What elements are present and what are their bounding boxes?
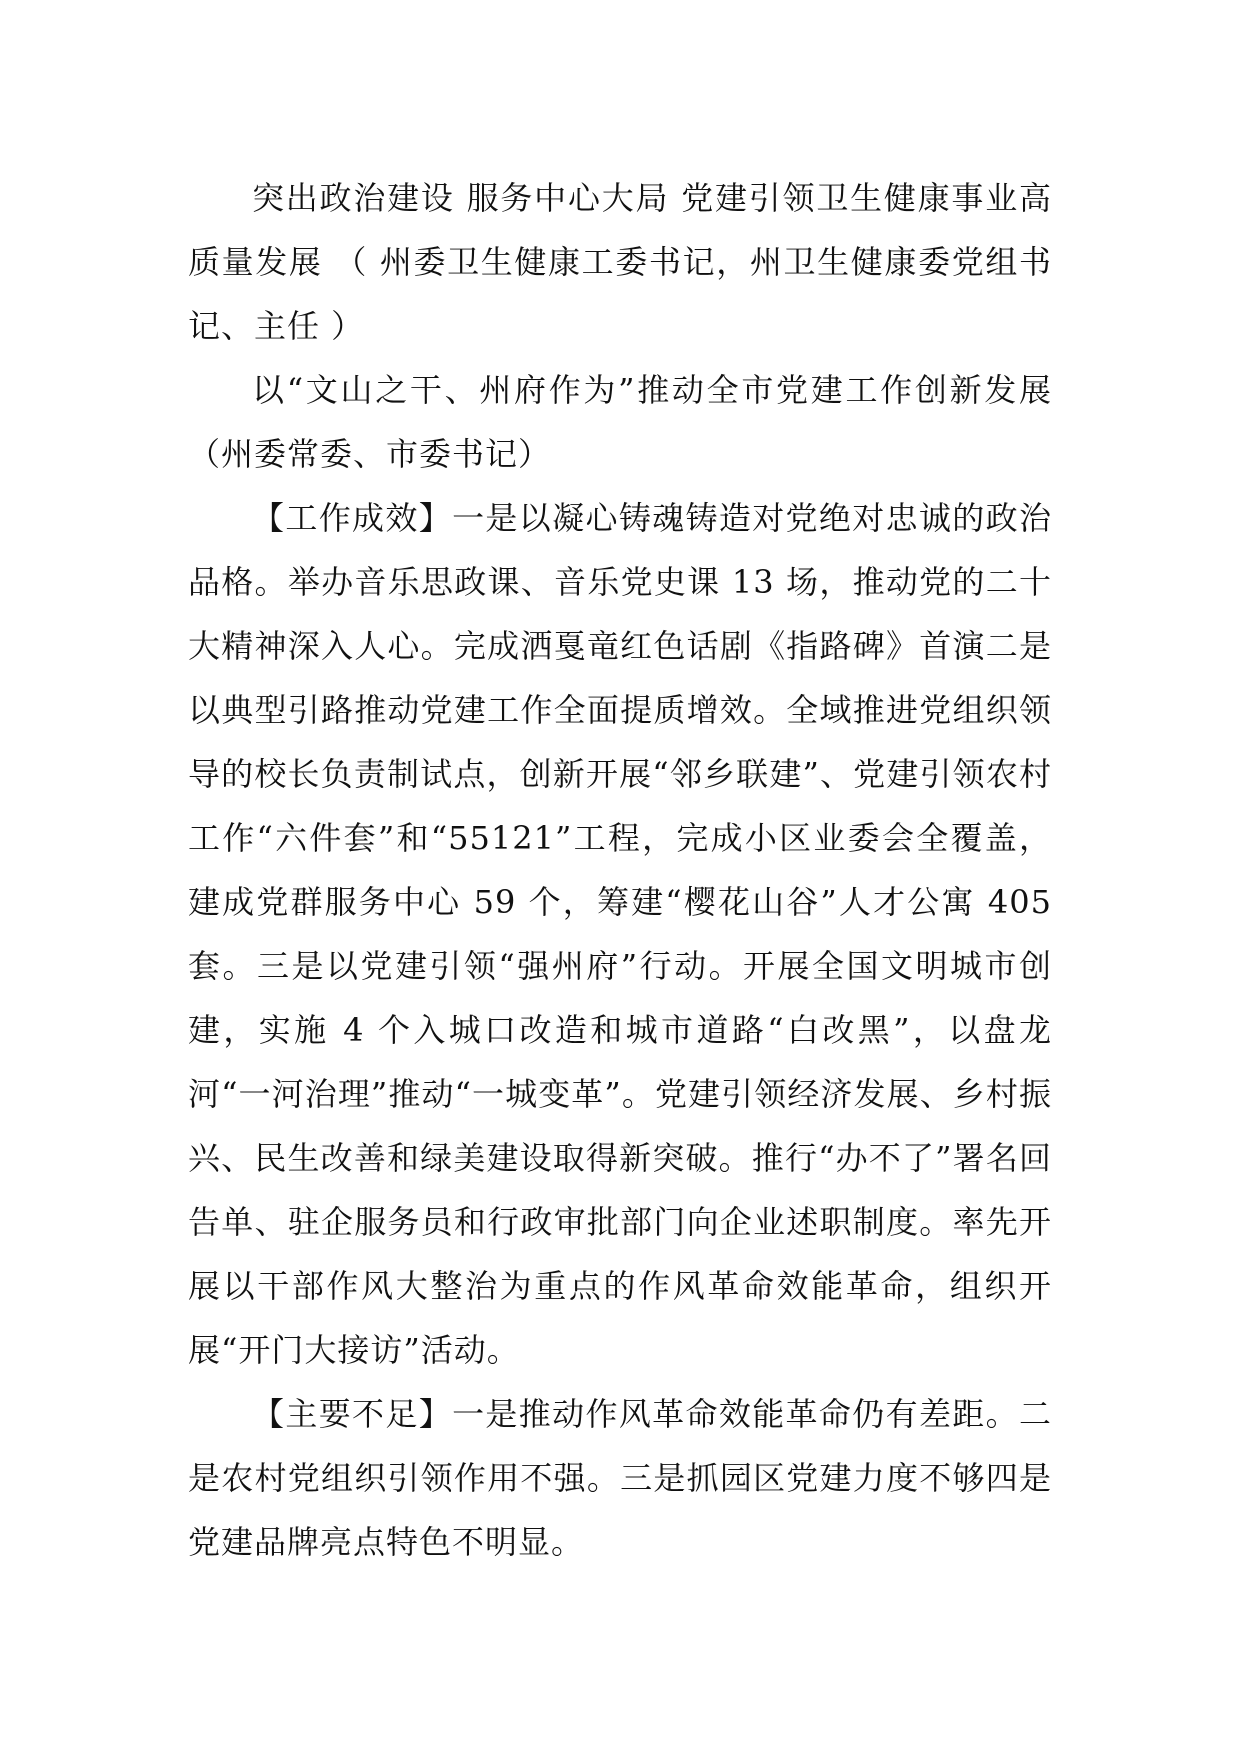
heading-paragraph-health-commission: 突出政治建设 服务中心大局 党建引领卫生健康事业高质量发展 （ 州委卫生健康工委书记，州卫生健康委党组书记、主任 ）	[188, 179, 1052, 345]
main-shortcomings-paragraph: 【主要不足】一是推动作风革命效能革命仍有差距。二是农村党组织引领作用不强。三是抓园区党建力度不够四是党建品牌亮点特色不明显。	[188, 1395, 1052, 1561]
heading-paragraph-city-committee: 以“文山之干、州府作为”推动全市党建工作创新发展（州委常委、市委书记）	[188, 371, 1052, 473]
work-results-paragraph: 【工作成效】一是以凝心铸魂铸造对党绝对忠诚的政治品格。举办音乐思政课、音乐党史课 13 场，推动党的二十大精神深入人心。完成洒戛竜红色话剧《指路碑》首演二是以典型引路推动党建工作全面提质增效。全域推进党组织领导的校长负责制试点，创新开展“邻乡联建”、党建引领农村工作“六件套”和“55121”工程，完成小区业委会全覆盖，建成党群服务中心 59 个，筹建“樱花山谷”人才公寓 405 套。三是以党建引领“强州府”行动。开展全国文明城市创建，实施 4 个入城口改造和城市道路“白改黑”，以盘龙河“一河治理”推动“一城变革”。党建引领经济发展、乡村振兴、民生改善和绿美建设取得新突破。推行“办不了”署名回告单、驻企服务员和行政审批部门向企业述职制度。率先开展以干部作风大整治为重点的作风革命效能革命，组织开展“开门大接访”活动。	[188, 499, 1052, 1369]
document-body	[188, 166, 1052, 1574]
